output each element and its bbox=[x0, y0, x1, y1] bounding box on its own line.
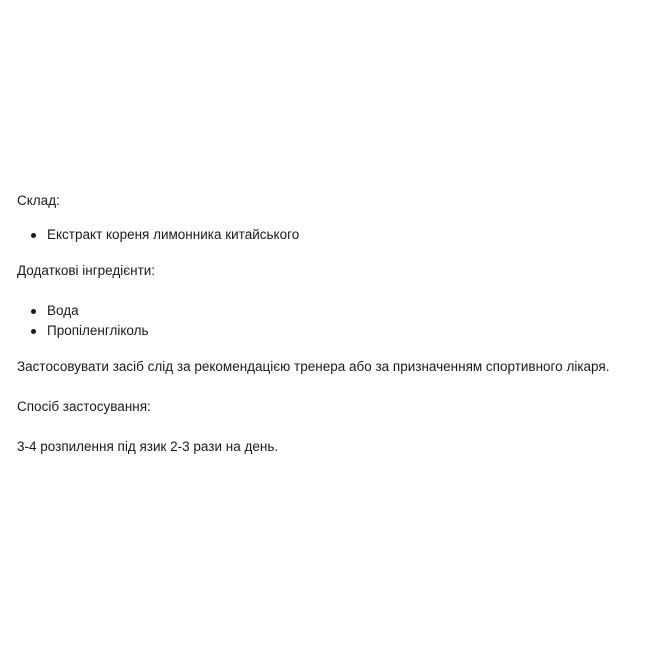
bullet-icon bbox=[31, 329, 36, 334]
list-item bbox=[17, 226, 637, 244]
bullet-icon bbox=[31, 233, 36, 238]
list-item bbox=[17, 302, 637, 320]
additional-ingredients-heading: Додаткові інгредієнти: bbox=[17, 263, 156, 278]
product-description bbox=[17, 192, 637, 456]
composition-heading: Склад: bbox=[17, 193, 60, 208]
additional-ingredients-list bbox=[17, 302, 637, 340]
recommendation-text: Застосовувати засіб слід за рекомендацією тренера або за призначенням спортивного лікаря. bbox=[17, 359, 610, 374]
usage-heading: Спосіб застосування: bbox=[17, 399, 151, 414]
list-item-text: Вода bbox=[47, 303, 79, 318]
list-item-text: Екстракт кореня лимонника китайського bbox=[47, 227, 300, 242]
composition-list bbox=[17, 226, 637, 244]
usage-text: 3-4 розпилення під язик 2-3 рази на день. bbox=[17, 439, 279, 454]
list-item-text: Пропіленгліколь bbox=[47, 323, 149, 338]
bullet-icon bbox=[31, 309, 36, 314]
list-item bbox=[17, 322, 637, 340]
